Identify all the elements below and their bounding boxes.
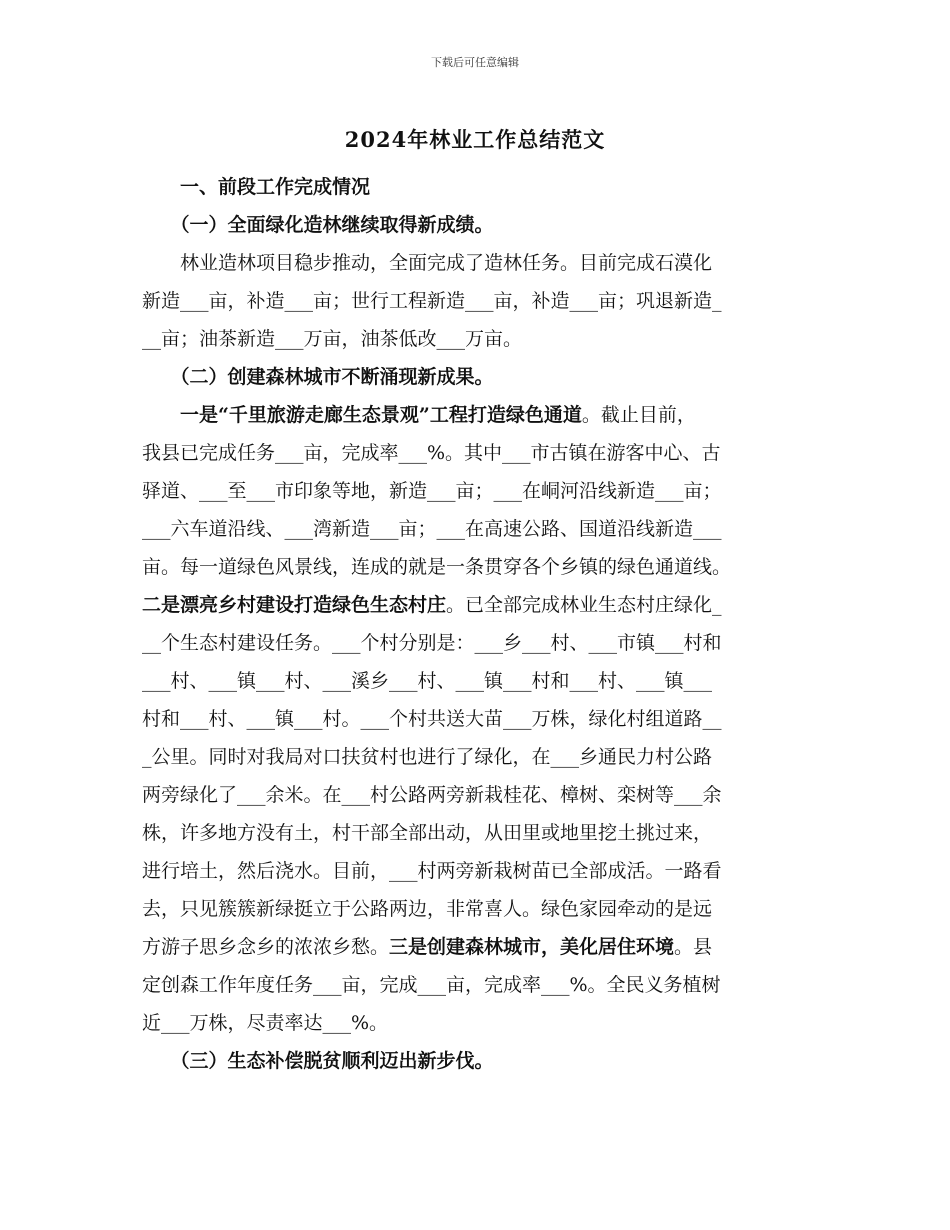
paragraph-line [142, 662, 814, 700]
section-heading [142, 168, 814, 206]
heading-text: 一、前段工作完成情况 [142, 176, 371, 198]
body-text: 两旁绿化了___余米。在___村公路两旁新栽桂花、樟树、栾树等___余 [142, 784, 722, 806]
paragraph-line [142, 776, 814, 814]
paragraph-line [142, 472, 814, 510]
bold-lead-text: 二是漂亮乡村建设打造绿色生态村庄 [142, 594, 447, 616]
paragraph-line [142, 1004, 814, 1042]
body-text: ___六车道沿线、___湾新造___亩；___在高速公路、国道沿线新造___ [142, 518, 722, 540]
paragraph-line [142, 282, 814, 320]
paragraph-line [142, 852, 814, 890]
paragraph-line [142, 244, 814, 282]
subsection-heading [142, 206, 814, 244]
paragraph-line [142, 434, 814, 472]
body-text: _公里。同时对我局对口扶贫村也进行了绿化，在___乡通民力村公路 [142, 746, 713, 768]
body-text: 。已全部完成林业生态村庄绿化_ [446, 594, 722, 616]
body-text: 我县已完成任务___亩，完成率___%。其中___市古镇在游客中心、古 [142, 442, 721, 464]
body-text: __个生态村建设任务。___个村分别是：___乡___村、___市镇___村和 [142, 632, 722, 654]
paragraph-line [142, 586, 814, 624]
heading-text: （一）全面绿化造林继续取得新成绩。 [142, 214, 494, 236]
header-note: 下载后可任意编辑 [431, 56, 519, 69]
body-text: 林业造林项目稳步推动，全面完成了造林任务。目前完成石漠化 [142, 252, 713, 274]
body-text: 近___万株，尽责率达___%。 [142, 1012, 389, 1034]
body-text: 驿道、___至___市印象等地，新造___亩；___在峒河沿线新造___亩； [142, 480, 722, 502]
paragraph-line [142, 510, 814, 548]
paragraph-line [142, 928, 814, 966]
body-text: 去，只见簇簇新绿挺立于公路两边，非常喜人。绿色家园牵动的是远 [142, 898, 713, 920]
bold-lead-text: 三是创建森林城市，美化居住环境 [389, 936, 675, 958]
paragraph-line [142, 966, 814, 1004]
body-text: 村和___村、___镇___村。___个村共送大苗___万株，绿化村组道路__ [142, 708, 722, 730]
body-text: __亩；油茶新造___万亩，油茶低改___万亩。 [142, 328, 523, 350]
body-text: 亩。每一道绿色风景线，连成的就是一条贯穿各个乡镇的绿色通道线。 [142, 556, 732, 578]
paragraph-line [142, 738, 814, 776]
body-text: 方游子思乡念乡的浓浓乡愁。 [142, 936, 390, 958]
body-text: 株，许多地方没有土，村干部全部出动，从田里或地里挖土挑过来， [142, 822, 713, 844]
body-text: 新造___亩，补造___亩；世行工程新造___亩，补造___亩；巩退新造_ [142, 290, 722, 312]
paragraph-line [142, 890, 814, 928]
body-text: 定创森工作年度任务___亩，完成___亩，完成率___%。全民义务植树 [142, 974, 721, 996]
heading-text: （二）创建森林城市不断涌现新成果。 [142, 366, 494, 388]
heading-text: （三）生态补偿脱贫顺利迈出新步伐。 [142, 1050, 494, 1072]
paragraph-line [142, 548, 814, 586]
subsection-heading [142, 358, 814, 396]
paragraph-line [142, 700, 814, 738]
paragraph-line [142, 814, 814, 852]
body-text: 进行培土，然后浇水。目前，___村两旁新栽树苗已全部成活。一路看 [142, 860, 722, 882]
paragraph-line [142, 320, 814, 358]
paragraph-line [142, 624, 814, 662]
document-title: 2024年林业工作总结范文 [344, 127, 606, 152]
body-text: 。截止目前， [581, 404, 696, 426]
paragraph-line [142, 396, 814, 434]
body-text: ___村、___镇___村、___溪乡___村、___镇___村和___村、___镇___ [142, 670, 713, 692]
body-text: 。县 [674, 936, 713, 958]
bold-lead-text: 一是“千里旅游走廊生态景观”工程打造绿色通道 [142, 404, 582, 426]
document-body [142, 168, 814, 1080]
subsection-heading [142, 1042, 814, 1080]
